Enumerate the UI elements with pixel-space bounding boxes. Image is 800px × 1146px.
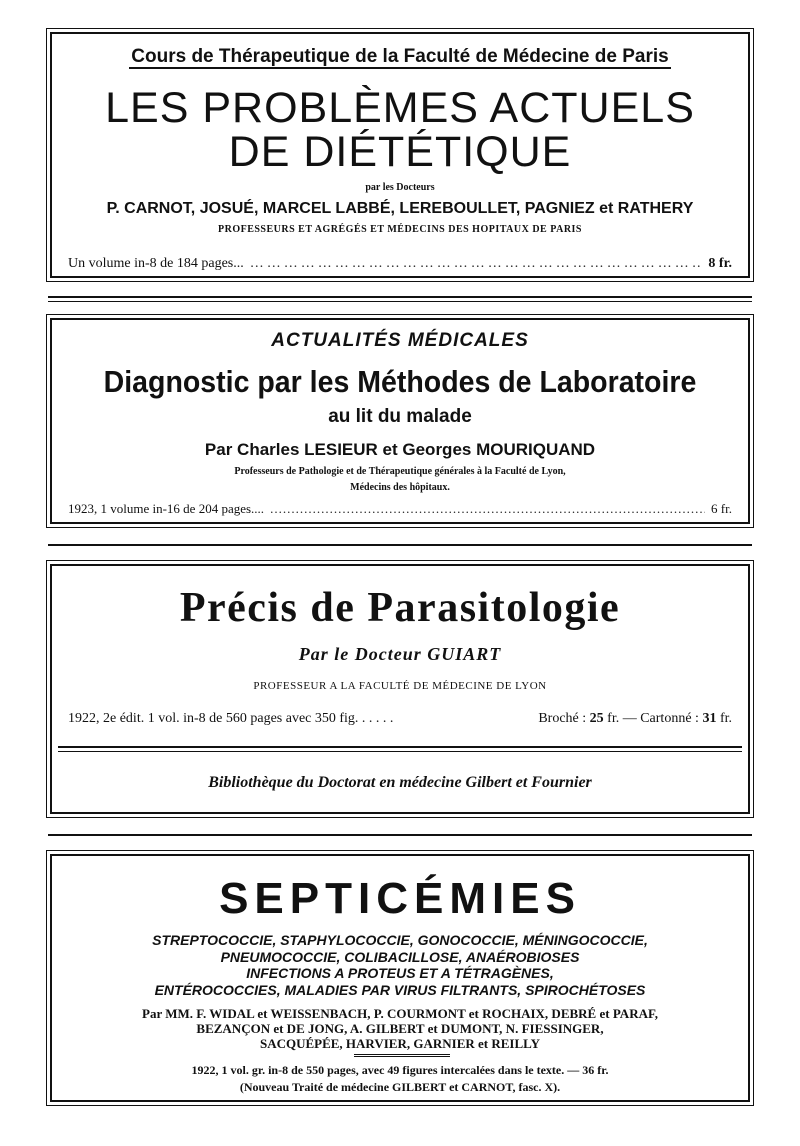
author-qualifications-2: Médecins des hôpitaux.: [350, 482, 450, 493]
authors-line: SACQUÉPÉE, HARVIER, GARNIER et REILLY: [259, 1036, 541, 1051]
topics-line: STREPTOCOCCIE, STAPHYLOCOCCIE, GONOCOCCIE, MÉNINGOCOCCIE,: [152, 932, 648, 948]
advertisement-parasitologie: [50, 564, 750, 814]
broche-price: 25: [589, 711, 604, 726]
book-title: SEPTICÉMIES: [219, 874, 581, 923]
broche-unit: fr. —: [607, 711, 637, 726]
authors-line: Par MM. F. WIDAL et WEISSENBACH, P. COURMONT et ROCHAIX, DEBRÉ et PARAF,: [142, 1006, 658, 1021]
price-line: [68, 711, 732, 727]
book-title: Précis de Parasitologie: [179, 585, 621, 631]
broche-label: Broché :: [538, 711, 587, 726]
authors: [52, 1006, 748, 1051]
authors-line: BEZANÇON et DE JONG, A. GILBERT et DUMONT, N. FIESSINGER,: [196, 1021, 604, 1036]
inner-rule: [58, 746, 742, 752]
author: Par le Docteur GUIART: [298, 644, 502, 664]
authors: P. CARNOT, JOSUÉ, MARCEL LABBÉ, LEREBOULLET, PAGNIEZ et RATHERY: [106, 200, 694, 217]
dot-leader: [250, 256, 703, 272]
book-title: [52, 86, 748, 174]
library-series: Bibliothèque du Doctorat en médecine Gilbert et Fournier: [208, 774, 592, 791]
topics-list: [52, 932, 748, 998]
format: 1922, 2e édit. 1 vol. in-8 de 560 pages avec 350 fig. . . . . .: [68, 711, 394, 726]
advertisement-diagnostic: [50, 318, 750, 524]
cartonne-unit: fr.: [719, 711, 732, 726]
book-title: Diagnostic par les Méthodes de Laboratoire: [103, 364, 697, 399]
separator-rule: [48, 834, 752, 836]
series-reference: (Nouveau Traité de médecine GILBERT et CARNOT, fasc. X).: [239, 1080, 561, 1094]
price-line: [68, 256, 732, 272]
prices: [538, 711, 732, 727]
separator-rule: [48, 296, 752, 302]
by-line: par les Docteurs: [365, 182, 435, 193]
book-subtitle: au lit du malade: [328, 406, 472, 427]
book-title-line-2: DE DIÉTÉTIQUE: [228, 128, 572, 176]
separator-rule: [48, 544, 752, 546]
price-line: [68, 501, 732, 517]
series-title: ACTUALITÉS MÉDICALES: [271, 330, 529, 351]
cartonne-label: Cartonné :: [640, 711, 699, 726]
author-qualifications: Professeurs de Pathologie et de Thérapeutique générales à la Faculté de Lyon,: [234, 466, 566, 477]
book-title-line-1: LES PROBLÈMES ACTUELS: [105, 84, 695, 132]
ornament-divider: [354, 1054, 450, 1057]
dot-leader: [270, 501, 705, 517]
format: 1923, 1 volume in-16 de 204 pages....: [68, 501, 265, 516]
topics-line: PNEUMOCOCCIE, COLIBACILLOSE, ANAÉROBIOSES: [220, 948, 580, 965]
publication-details: 1922, 1 vol. gr. in-8 de 550 pages, avec 49 figures intercalées dans le texte. — 36 fr.: [191, 1063, 609, 1077]
authors: Par Charles LESIEUR et Georges MOURIQUAND: [204, 440, 596, 459]
topics-line: INFECTIONS A PROTEUS ET A TÉTRAGÈNES,: [246, 965, 554, 981]
topics-line: ENTÉROCOCCIES, MALADIES PAR VIRUS FILTRANTS, SPIROCHÉTOSES: [154, 981, 646, 998]
price: 8 fr.: [708, 256, 732, 271]
author-qualifications: PROFESSEUR A LA FACULTÉ DE MÉDECINE DE LYON: [253, 680, 547, 692]
cartonne-price: 31: [702, 711, 717, 726]
format: Un volume in-8 de 184 pages...: [68, 256, 244, 271]
advertisement-septicemies: [50, 854, 750, 1102]
author-qualifications: PROFESSEURS ET AGRÉGÉS ET MÉDECINS DES HOPITAUX DE PARIS: [217, 224, 582, 235]
series-title: Cours de Thérapeutique de la Faculté de Médecine de Paris: [131, 46, 669, 67]
price: 6 fr.: [711, 501, 732, 516]
advertisement-dietetique: [50, 32, 750, 278]
